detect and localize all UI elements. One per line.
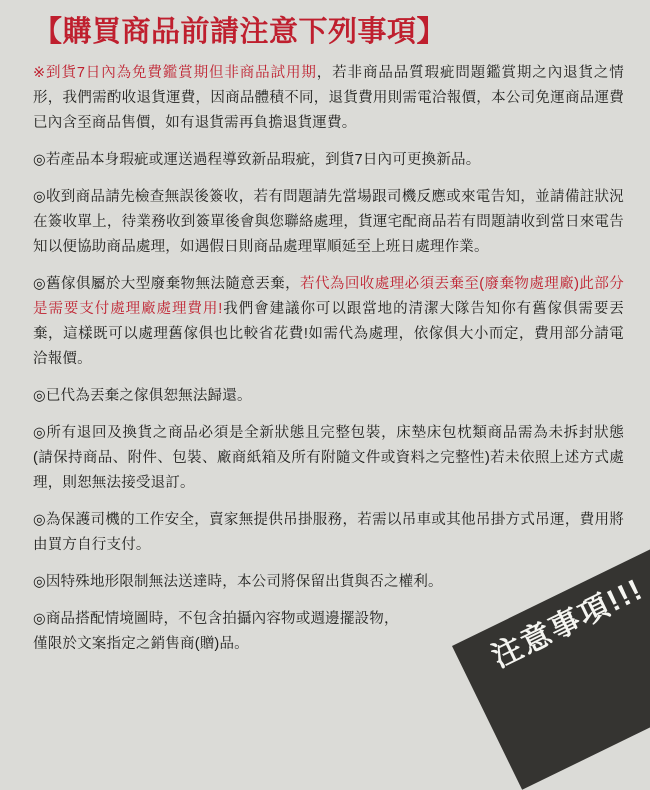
page-title: 【購買商品前請注意下列事項】 [33, 16, 447, 48]
body-text: 僅限於文案指定之銷售商(贈)品。 [33, 636, 249, 652]
body-text: ◎因特殊地形限制無法送達時，本公司將保留出貨與否之權利。 [33, 574, 443, 590]
highlighted-text: 若代為回收處理必須丟棄至(廢棄物處理廠)此部分是需要支付處理廠處理費用! [33, 276, 624, 317]
body-text: ◎若產品本身瑕疵或運送過程導致新品瑕疵，到貨7日內可更換新品。 [33, 152, 481, 168]
notice-paragraph [33, 148, 624, 173]
attention-ribbon-label: 注意事項!!! [486, 572, 649, 675]
body-text: ◎已代為丟棄之傢俱恕無法歸還。 [33, 388, 252, 404]
body-text: ◎舊傢俱屬於大型廢棄物無法隨意丟棄， [33, 276, 301, 292]
notice-paragraph [33, 61, 624, 136]
notice-paragraph [33, 421, 624, 496]
body-text: ◎所有退回及換貨之商品必須是全新狀態且完整包裝，床墊床包枕類商品需為未拆封狀態(請保持商品、附件、包裝、廠商紙箱及所有附隨文件或資料之完整性)若未依照上述方式處理，則恕無法接受退訂。 [33, 425, 624, 491]
body-text: ◎收到商品請先檢查無誤後簽收，若有問題請先當場跟司機反應或來電告知，並請備註狀況在簽收單上，待業務收到簽單後會與您聯絡處理，貨運宅配商品若有問題請收到當日來電告知以便協助商品處理，如遇假日則商品處理單順延至上班日處理作業。 [33, 189, 624, 255]
body-text: ，若非商品品質瑕疵問題鑑賞期之內退貨之情形，我們需酌收退貨運費，因商品體積不同，退貨費用則需電洽報價，本公司免運商品運費已內含至商品售價，如有退貨需再負擔退貨運費。 [33, 65, 625, 131]
notice-paragraph [33, 508, 624, 558]
notice-paragraph [33, 570, 624, 595]
notice-paragraph-list [33, 61, 624, 657]
body-text: ◎為保護司機的工作安全，賣家無提供吊掛服務，若需以吊車或其他吊掛方式吊運，費用將由買方自行支付。 [33, 512, 624, 553]
body-text: ◎商品搭配情境圖時，不包含拍攝內容物或週邊擺設物， [33, 611, 399, 627]
highlighted-text: ※到貨7日內為免費鑑賞期但非商品試用期 [33, 65, 317, 81]
notice-paragraph [33, 384, 624, 409]
notice-paragraph [33, 185, 624, 260]
body-text: 我們會建議你可以跟當地的清潔大隊告知你有舊傢俱需要丟棄，這樣既可以處理舊傢俱也比較省花費!如需代為處理，依傢俱大小而定，費用部分請電洽報價。 [33, 301, 624, 367]
notice-paragraph [33, 272, 624, 372]
